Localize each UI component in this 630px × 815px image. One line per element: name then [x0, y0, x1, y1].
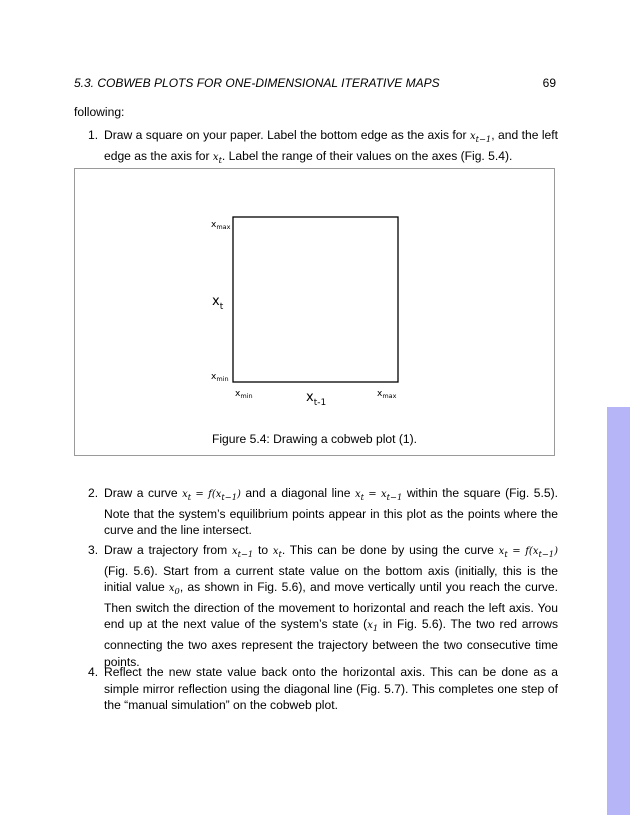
y-axis-label: $x_t$	[212, 294, 224, 312]
item-body: Draw a square on your paper. Label the bottom edge as the axis for $x_{t-1}$, and the left edge as the axis for $x_t$. Label the range of their values on the axes (Fig. 5.4).	[104, 128, 558, 165]
page-number: 69	[542, 76, 556, 90]
chapter-thumb-tab	[607, 407, 630, 815]
list-item	[74, 485, 558, 539]
item-body: Draw a curve $x_t = f(x_{t-1})$ and a diagonal line $x_t = x_{t-1}$ within the square (Fig. 5.5). Note that the system’s equilibrium points appear in this plot as the points where the curve and the line intersect.	[104, 486, 558, 538]
list-item	[74, 127, 558, 168]
x-min-label: $x_{min}$	[235, 389, 253, 400]
item-number: 3.	[88, 543, 99, 557]
section-title: 5.3. COBWEB PLOTS FOR ONE-DIMENSIONAL ITERATIVE MAPS	[74, 76, 440, 90]
x-max-label: $x_{max}$	[377, 389, 397, 400]
figure-caption: Figure 5.4: Drawing a cobweb plot (1).	[211, 432, 418, 446]
y-max-label: $x_{max}$	[211, 220, 231, 231]
list-item	[74, 664, 558, 714]
item-number: 1.	[88, 128, 99, 142]
y-min-label: $x_{min}$	[211, 372, 229, 383]
item-body: Draw a trajectory from $x_{t-1}$ to $x_t$. This can be done by using the curve $x_t = f(x_{t-1})$ (Fig. 5.6). Start from a current state value on the bottom axis (initially, this is the initial value $x_0$, as shown in Fig. 5.6), and move vertically until you reach the curve. Then switch the direction of the movement to horizontal and reach the left axis. You end up at the next value of the system’s state ($x_1$ in Fig. 5.6). The two red arrows connecting the two axes represent the trajectory between the two consecutive time points.	[104, 543, 559, 669]
figure-5-4	[74, 168, 555, 456]
cobweb-square	[233, 217, 398, 382]
list-item	[74, 542, 558, 670]
cobweb-square-diagram	[75, 169, 554, 455]
item-body: Reflect the new state value back onto the horizontal axis. This can be done as a simple mirror reflection using the diagonal line (Fig. 5.7). This completes one step of the “manual simulation” on the cobweb plot.	[104, 665, 558, 713]
item-number: 2.	[88, 486, 99, 500]
x-axis-label: $x_{t-1}$	[306, 390, 327, 408]
intro-text: following:	[74, 105, 125, 119]
running-header	[74, 76, 558, 90]
item-number: 4.	[88, 665, 99, 679]
